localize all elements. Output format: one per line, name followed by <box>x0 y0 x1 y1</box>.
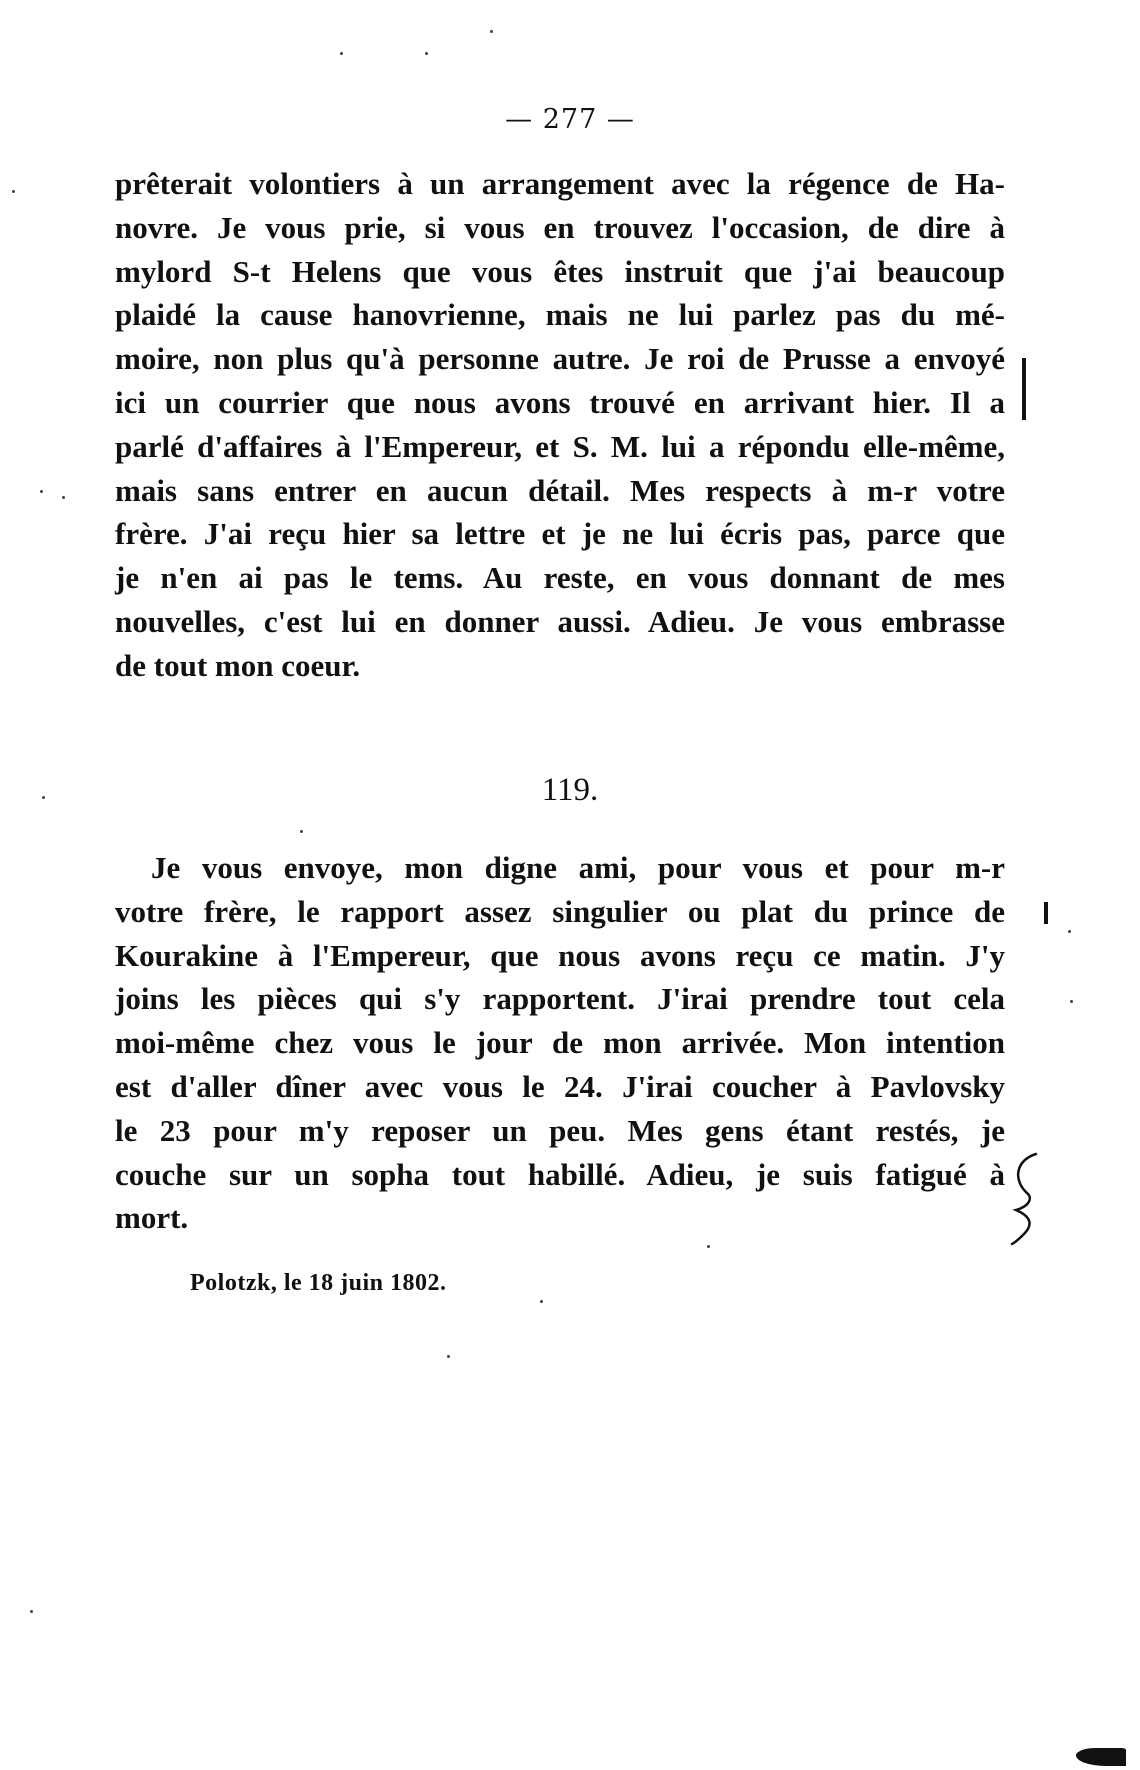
text-line: novre. Je vous prie, si vous en trouvez l'occasion, de dire à <box>115 209 1005 245</box>
paragraph-continued <box>115 162 1005 688</box>
margin-brace-mark <box>1002 1150 1042 1246</box>
margin-mark <box>1022 358 1026 420</box>
letter-body <box>115 846 1005 1240</box>
text-line: votre frère, le rapport assez singulier ou plat du prince de <box>115 893 1005 929</box>
text-line: moire, non plus qu'à personne autre. Je roi de Prusse a envoyé <box>115 341 1005 377</box>
text-line: Kourakine à l'Empereur, que nous avons reçu ce matin. J'y <box>115 937 1005 973</box>
text-line: de tout mon coeur. <box>115 647 361 683</box>
letter-signature: Polotzk, le 18 juin 1802. <box>190 1270 447 1296</box>
text-line: je n'en ai pas le tems. Au reste, en vous donnant de mes <box>115 560 1005 596</box>
text-line: joins les pièces qui s'y rapportent. J'irai prendre tout cela <box>115 981 1005 1017</box>
ink-blot <box>1076 1748 1126 1766</box>
text-line: parlé d'affaires à l'Empereur, et S. M. lui a répondu elle-même, <box>115 428 1005 464</box>
text-line: nouvelles, c'est lui en donner aussi. Adieu. Je vous embrasse <box>115 603 1005 639</box>
letter-number-heading: 119. <box>541 772 599 808</box>
text-line: couche sur un sopha tout habillé. Adieu, je suis fatigué à <box>115 1156 1005 1192</box>
text-line: moi-même chez vous le jour de mon arrivée. Mon intention <box>115 1025 1005 1061</box>
margin-mark <box>1044 902 1048 924</box>
text-line: mais sans entrer en aucun détail. Mes respects à m-r votre <box>115 472 1005 508</box>
text-line: mort. <box>115 1200 189 1236</box>
text-line: prêterait volontiers à un arrangement avec la régence de Ha- <box>115 166 1005 201</box>
text-line: frère. J'ai reçu hier sa lettre et je ne lui écris pas, parce que <box>115 516 1005 552</box>
text-line: mylord S-t Helens que vous êtes instruit que j'ai beaucoup <box>115 253 1005 289</box>
text-line: est d'aller dîner avec vous le 24. J'irai coucher à Pavlovsky <box>115 1068 1005 1104</box>
text-line: plaidé la cause hanovrienne, mais ne lui parlez pas du mé- <box>115 297 1005 333</box>
text-line: ici un courrier que nous avons trouvé en arrivant hier. Il a <box>115 384 1005 420</box>
text-line: le 23 pour m'y reposer un peu. Mes gens étant restés, je <box>115 1112 1005 1148</box>
page-number: — 277 — <box>505 104 635 135</box>
text-line: Je vous envoye, mon digne ami, pour vous et pour m-r <box>151 850 1005 885</box>
